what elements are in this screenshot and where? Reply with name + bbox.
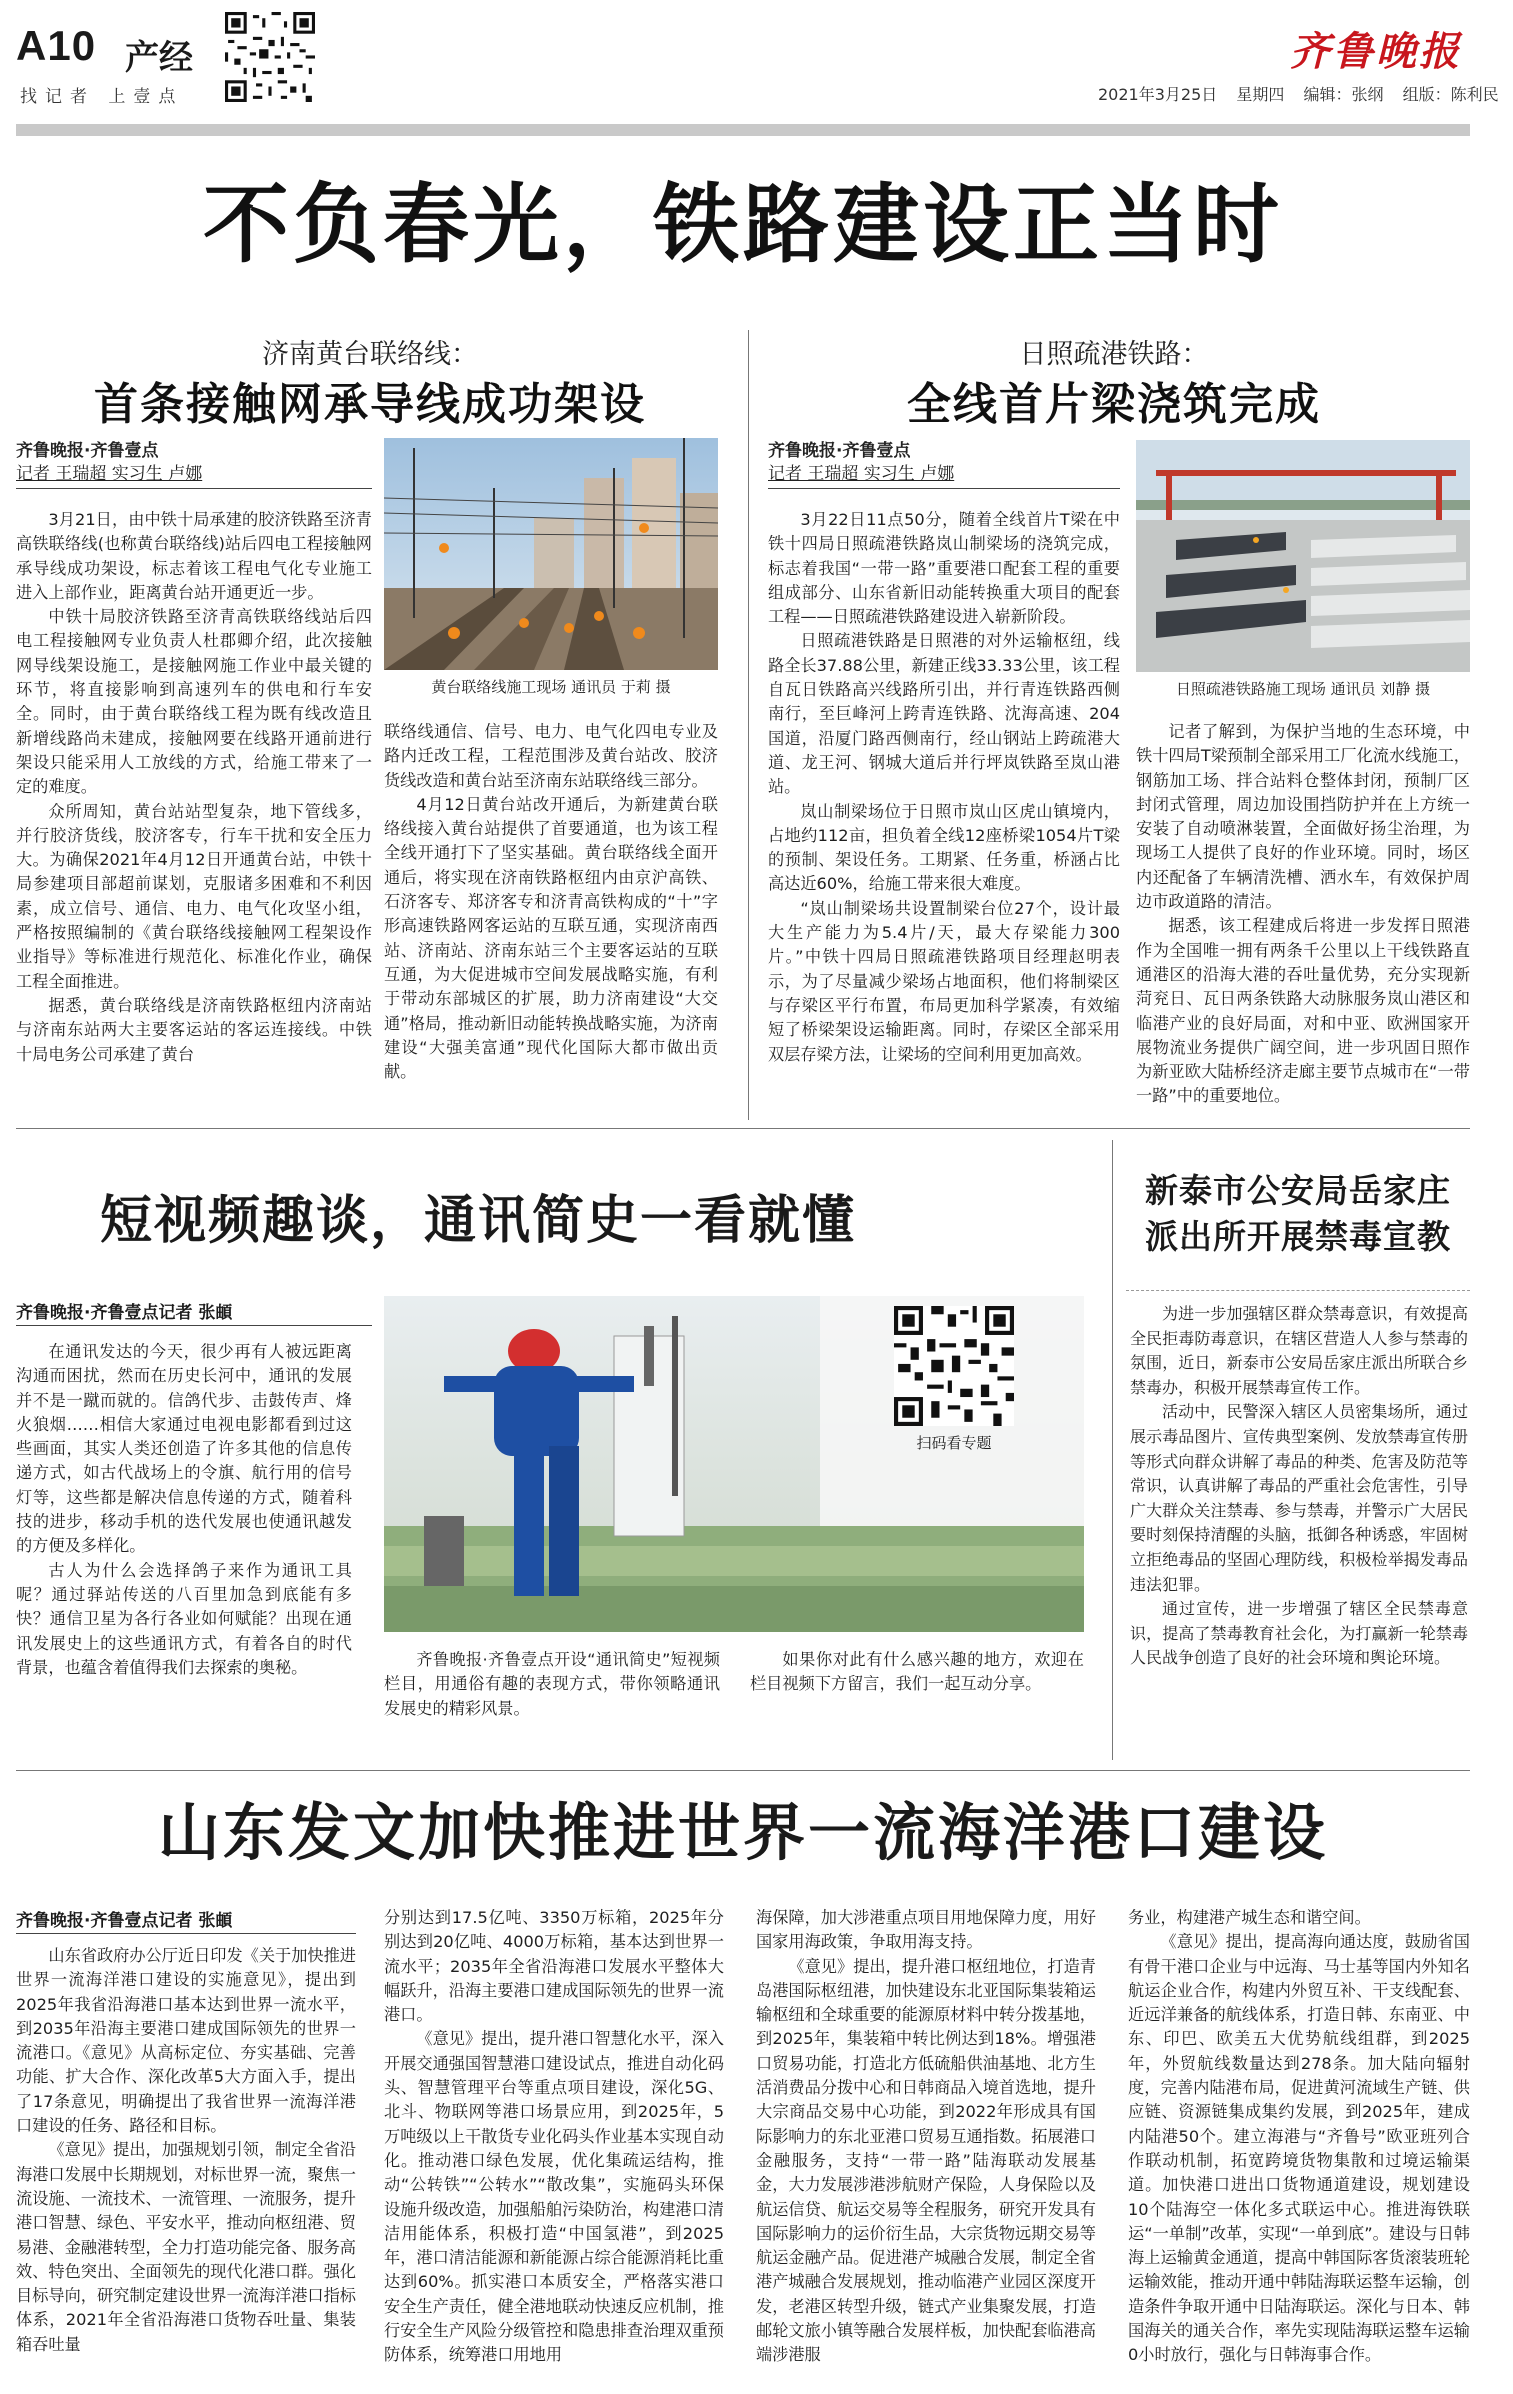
paragraph: 山东省政府办公厅近日印发《关于加快推进世界一流海洋港口建设的实施意见》，提出到2025年我省沿海港口基本达到世界一流水平，到2035年沿海主要港口建成国际领先的世界一流港口。《意见》从高标定位、夯实基础、完善功能、扩大合作、深化改革5大方面入手，提出了17条意见，明确提出了我省世界一流海洋港口建设的任务、路径和目标。 — [16, 1946, 356, 2136]
paragraph: 务业，构建港产城生态和谐空间。 — [1128, 1908, 1371, 1927]
paragraph: 《意见》提出，提升港口枢纽地位，打造青岛港国际枢纽港，加快建设东北亚国际集装箱运输枢纽和全球重要的能源原材料中转分拨基地，到2025年，集装箱中转比例达到18%。增强港口贸易功能，打造北方低硫船供油基地、北方生活消费品分拨中心和日韩商品入境首选地，提升大宗商品交易中心功能，到2022年形成具有国际影响力的东北亚港口贸易互通指数。拓展港口金融服务，支持“一带一路”陆海联动发展基金，大力发展涉港涉航财产保险，人身保险以及航运信贷、航运交易等全程服务，研究开发具有国际影响力的运价衍生品，大宗货物远期交易等航运金融产品。促进港产城融合发展，制定全省港产城融合发展规划，推动临港产业园区深度开发，老港区转型升级，链式产业集聚发展，打造邮轮文旅小镇等融合发展样板，加快配套临港高端涉港服 — [756, 1956, 1096, 2365]
article1-byline — [16, 440, 372, 489]
paragraph: 通过宣传，进一步增强了辖区全民禁毒意识，提高了禁毒教育社会化，为打赢新一轮禁毒人民战争创造了良好的社会环境和舆论环境。 — [1130, 1599, 1468, 1668]
paragraph: 齐鲁晚报·齐鲁壹点开设“通讯简史”短视频栏目，用通俗有趣的表现方式，带你领略通讯发展史的精彩风景。 — [384, 1650, 720, 1718]
paragraph: 《意见》提出，加强规划引领，制定全省沿海港口发展中长期规划，对标世界一流，聚焦一流设施、一流技术、一流管理、一流服务，提升港口智慧、绿色、平安水平，推动向枢纽港、贸易港、金融港转型，全力打造功能完备、服务高效、特色突出、全面领先的现代化港口群。强化目标导向，研究制定建设世界一流海洋港口指标体系，2021年全省沿海港口货物吞吐量、集装箱吞吐量 — [16, 2140, 356, 2354]
masthead-rule — [16, 124, 1470, 136]
article1-photo — [384, 438, 718, 670]
article5-col2 — [384, 1906, 724, 2384]
paragraph: 古人为什么会选择鸽子来作为通讯工具呢？通过驿站传送的八百里加急到底能有多快？通信卫星为各行各业如何赋能？出现在通讯发展史上的这些通讯方式，有着各自的时代背景，也蕴含着值得我们去探索的奥秘。 — [16, 1560, 352, 1677]
page-headline: 不负春光，铁路建设正当时 — [203, 175, 1283, 275]
article3-title: 短视频趣谈，通讯简史一看就懂 — [100, 1191, 857, 1251]
article4-title-line2: 派出所开展禁毒宣教 — [1145, 1217, 1451, 1256]
paragraph: 众所周知，黄台站站型复杂，地下管线多，并行胶济货线，胶济客专，行车干扰和安全压力大。为确保2021年4月12日开通黄台站，中铁十局参建项目部超前谋划，克服诸多困难和不利因素，成立信号、通信、电力、电气化攻坚小组，严格按照编制的《黄台联络线接触网工程架设作业指导》等标准进行规范化、标准化作业，确保工程全面推进。 — [16, 801, 372, 991]
article1-byline-outlet: 齐鲁晚报·齐鲁壹点 — [16, 441, 159, 461]
article2-kicker: 日照疏港铁路： — [1019, 339, 1209, 370]
paragraph: 如果你对此有什么感兴趣的地方，欢迎在栏目视频下方留言，我们一起互动分享。 — [750, 1650, 1084, 1694]
paragraph: 岚山制梁场位于日照市岚山区虎山镇境内，占地约112亩，担负着全线12座桥梁1054片T梁的预制、架设任务。工期紧、任务重，桥涵占比高达近60%，给施工带来很大难度。 — [768, 801, 1120, 894]
paragraph: 《意见》提出，提高海向通达度，鼓励省国有骨干港口企业与中远海、马士基等国内外知名航运企业合作，构建内外贸互补、干支线配套、近远洋兼备的航线体系，打造日韩、东南亚、中东、印巴、欧美五大优势航线组群，到2025年，外贸航线数量达到278条。加大陆向辐射度，完善内陆港布局，促进黄河流域生产链、供应链、资源链集成集约发展，到2025年，建成内陆港50个。建立海港与“齐鲁号”欧亚班列合作联动机制，拓宽跨境货物集散和过境运输渠道。加快港口进出口货物通道建设，规划建设10个陆海空一体化多式联运中心。推进海铁联运“一单制”改革，实现“一单到底”。建设与日韩海上运输黄金通道，提高中韩国际客货滚装班轮运输效能，推动开通中韩陆海联运整车运输，创造条件争取开通中日陆海联运。深化与日本、韩国海关的通关合作，率先实现陆海联运整车运输0小时放行，强化与日韩海事合作。 — [1128, 1932, 1470, 2365]
article1-caption: 黄台联络线施工现场 通讯员 于莉 摄 — [431, 678, 671, 696]
article2-title: 全线首片梁浇筑完成 — [907, 379, 1321, 430]
article2-byline — [768, 440, 1120, 489]
section-divider — [16, 1770, 1470, 1771]
section-name: 产经 — [125, 38, 193, 78]
article5-title: 山东发文加快推进世界一流海洋港口建设 — [157, 1796, 1328, 1869]
article5-col1 — [16, 1944, 356, 2384]
article1-col2 — [384, 720, 718, 1110]
page-number: A10 — [16, 22, 97, 69]
paragraph: 3月21日，由中铁十局承建的胶济铁路至济青高铁联络线(也称黄台联络线)站后四电工程接触网承导线成功架设，标志着该工程电气化专业施工进入上部作业，距离黄台站开通更近一步。 — [16, 510, 372, 602]
newspaper-logo: 齐鲁晚报 — [1290, 28, 1462, 75]
article3-col1 — [16, 1340, 352, 1740]
slogan: 找记者 上壹点 — [20, 87, 184, 107]
issue-meta — [1098, 82, 1513, 105]
qr-code-icon — [225, 12, 315, 102]
paragraph: “岚山制梁场共设置制梁台位27个，设计最大生产能力为5.4片/天，最大存梁能力300片。”中铁十四局日照疏港铁路项目经理赵明表示，为了尽量减少梁场占地面积，他们将制梁区与存梁区平行布置，布局更加科学紧凑，有效缩短了桥梁架设运输距离。同时，存梁区全部采用双层存梁方法，让梁场的空间利用更加高效。 — [768, 898, 1120, 1064]
article2-photo — [1136, 440, 1470, 672]
sidebar-rule — [1126, 1290, 1470, 1291]
paragraph: 海保障，加大涉港重点项目用地保障力度，用好国家用海政策，争取用海支持。 — [756, 1908, 1096, 1952]
paragraph: 据悉，黄台联络线是济南铁路枢纽内济南站与济南东站两大主要客运站的客运连接线。中铁十局电务公司承建了黄台 — [16, 995, 372, 1064]
paragraph: 在通讯发达的今天，很少再有人被远距离沟通而困扰，然而在历史长河中，通讯的发展并不是一蹴而就的。信鸽代步、击鼓传声、烽火狼烟……相信大家通过电视电影都看到过这些画面，其实人类还创造了许多其他的信息传递方式，如古代战场上的令旗、航行用的信号灯等，这些都是解决信息传递的方式，随着科技的进步，移动手机的迭代发展也使通讯越发的方便及多样化。 — [16, 1342, 352, 1556]
article1-col1 — [16, 508, 372, 1108]
column-divider — [1112, 1140, 1113, 1760]
article1-byline-reporters: 记者 王瑞超 实习生 卢娜 — [16, 464, 203, 484]
article3-qr-label: 扫码看专题 — [916, 1434, 992, 1452]
article2-byline-outlet: 齐鲁晚报·齐鲁壹点 — [768, 441, 911, 461]
article4-title — [1126, 1168, 1470, 1260]
paragraph: 3月22日11点50分，随着全线首片T梁在中铁十四局日照疏港铁路岚山制梁场的浇筑完成，标志着我国“一带一路”重要港口配套工程的重要组成部分、山东省新旧动能转换重大项目的配套工程——日照疏港铁路建设进入崭新阶段。 — [768, 510, 1120, 627]
paragraph: 联络线通信、信号、电力、电气化四电专业及路内迁改工程，工程范围涉及黄台站改、胶济货线改造和黄台站至济南东站联络线三部分。 — [384, 722, 718, 790]
column-divider — [748, 330, 749, 1120]
article3-col2 — [384, 1648, 720, 1748]
paragraph: 活动中，民警深入辖区人员密集场所，通过展示毒品图片、宣传典型案例、发放禁毒宣传册等形式向群众讲解了毒品的种类、危害及防范等常识，认真讲解了毒品的严重社会危害性，引导广大群众关注禁毒、参与禁毒，并警示广大居民要时刻保持清醒的头脑，抵御各种诱惑，牢固树立拒绝毒品的坚固心理防线，积极检举揭发毒品违法犯罪。 — [1130, 1402, 1468, 1594]
article4-body — [1130, 1302, 1468, 1762]
paragraph: 日照疏港铁路是日照港的对外运输枢纽，线路全长37.88公里，新建正线33.33公里，该工程自瓦日铁路高兴线路所引出，并行青连铁路西侧南行，至巨峰河上跨青连铁路、沈海高速、204国道，沿厦门路西侧南行，经山钢站上跨疏港大道、龙王河、钢城大道后并行坪岚铁路至岚山港站。 — [768, 631, 1120, 797]
issue-date: 2021年3月25日 — [1098, 85, 1218, 104]
article1-kicker: 济南黄台联络线： — [262, 339, 478, 370]
paragraph: 4月12日黄台站改开通后，为新建黄台联络线接入黄台站提供了首要通道，也为该工程全线开通打下了坚实基础。黄台联络线全面开通后，将实现在济南铁路枢纽内由京沪高铁、石济客专、郑济客专和济青高铁构成的“十”字形高速铁路网客运站的互联互通，实现济南西站、济南站、济南东站三个主要客运站的互联互通，为大促进城市空间发展战略实施，有利于带动东部城区的扩展，助力济南建设“大交通”格局，推动新旧动能转换战略实施，为济南建设“大强美富通”现代化国际大都市做出贡献。 — [384, 794, 718, 1082]
paragraph: 据悉，该工程建成后将进一步发挥日照港作为全国唯一拥有两条千公里以上干线铁路直通港区的沿海大港的吞吐量优势，充分实现新菏兖日、瓦日两条铁路大动脉服务岚山港区和临港产业的良好局面，对和中亚、欧洲国家开展物流业务提供广阔空间，进一步巩固日照作为新亚欧大陆桥经济走廊主要节点城市在“一带一路”中的重要地位。 — [1136, 916, 1470, 1106]
article2-col1 — [768, 508, 1120, 1108]
section-divider — [16, 1128, 1470, 1129]
paragraph: 记者了解到，为保护当地的生态环境，中铁十四局T梁预制全部采用工厂化流水线施工，钢筋加工场、拌合站料仓整体封闭，预制厂区封闭式管理，周边加设围挡防护并在上方统一安装了自动喷淋装置，全面做好扬尘治理，为现场工人提供了良好的作业环境。同时，场区内还配备了车辆清洗槽、洒水车，有效保护周边市政道路的清洁。 — [1136, 722, 1470, 912]
paragraph: 中铁十局胶济铁路至济青高铁联络线站后四电工程接触网专业负责人杜郡卿介绍，此次接触网导线架设施工，是接触网施工作业中最关键的环节，将直接影响到高速列车的供电和行车安全。同时，由于黄台联络线工程为既有线改造且新增线路尚未建成，接触网要在线路开通前进行架设只能采用人工放线的方式，给施工带来了一定的难度。 — [16, 607, 372, 797]
article4-title-line1: 新泰市公安局岳家庄 — [1145, 1171, 1451, 1210]
issue-weekday: 星期四 — [1236, 85, 1285, 104]
article2-col2 — [1136, 720, 1470, 1110]
article5-col3 — [756, 1906, 1096, 2384]
issue-editor: 编辑：张纲 — [1303, 85, 1384, 104]
article3-col3 — [750, 1648, 1084, 1748]
paragraph: 分别达到17.5亿吨、3350万标箱，2025年分别达到20亿吨、4000万标箱，基本达到世界一流水平；2035年全省沿海港口发展水平整体大幅跃升，沿海主要港口建成国际领先的世界一流港口。 — [384, 1908, 724, 2025]
issue-designer: 组版：陈利民 — [1402, 85, 1499, 104]
article3-qr-code-icon — [894, 1306, 1014, 1426]
article5-col4 — [1128, 1906, 1470, 2384]
article5-byline: 齐鲁晚报·齐鲁壹点记者 张頔 — [16, 1906, 356, 1934]
article2-caption: 日照疏港铁路施工现场 通讯员 刘静 摄 — [1175, 680, 1431, 698]
article1-title: 首条接触网承导线成功架设 — [94, 379, 646, 430]
paragraph: 为进一步加强辖区群众禁毒意识，有效提高全民拒毒防毒意识，在辖区营造人人参与禁毒的氛围，近日，新泰市公安局岳家庄派出所联合乡禁毒办，积极开展禁毒宣传工作。 — [1130, 1304, 1468, 1397]
paragraph: 《意见》提出，提升港口智慧化水平，深入开展交通强国智慧港口建设试点，推进自动化码头、智慧管理平台等重点项目建设，深化5G、北斗、物联网等港口场景应用，到2025年，5万吨级以上干散货专业化码头作业基本实现自动化。推动港口绿色发展，优化集疏运结构，推动“公转铁”“公转水”“散改集”，实施码头环保设施升级改造，加强船舶污染防治，构建港口清洁用能体系，积极打造“中国氢港”，到2025年，港口清洁能源和新能源占综合能源消耗比重达到60%。抓实港口本质安全，严格落实港口安全生产责任，健全港地联动快速反应机制，推行安全生产风险分级管控和隐患排查治理双重预防体系，统筹港口用地用 — [384, 2029, 724, 2365]
article2-byline-reporters: 记者 王瑞超 实习生 卢娜 — [768, 464, 955, 484]
article3-byline: 齐鲁晚报·齐鲁壹点记者 张頔 — [16, 1298, 372, 1326]
